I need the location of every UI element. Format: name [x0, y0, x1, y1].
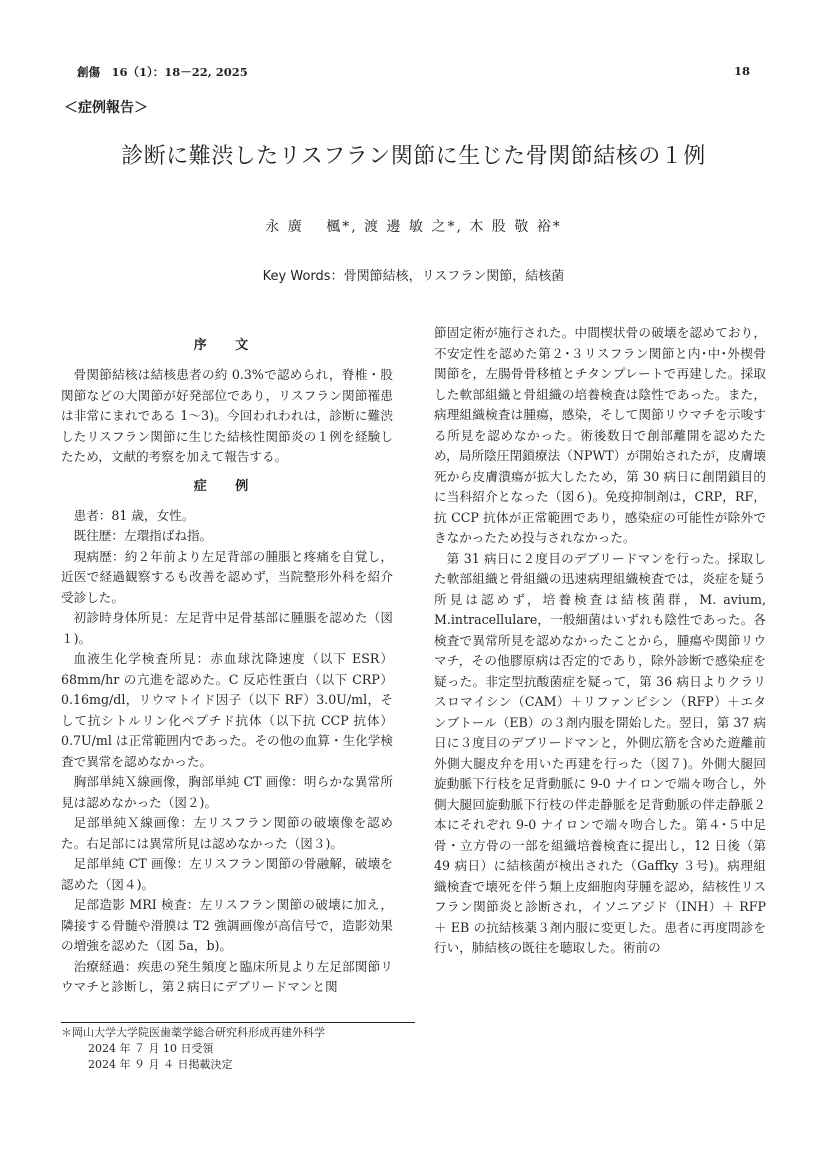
case-paragraph: 胸部単純Ｘ線画像，胸部単純 CT 画像：明らかな異常所見は認めなかった（図２)。 [61, 774, 393, 810]
keywords [0, 265, 827, 284]
case-paragraph: 足部造影 MRI 検査：左リスフラン関節の破壊に加え，隣接する骨髄や滑膜は T2 強調画像が高信号で，造影効果の増強を認めた（図 5a，b)。 [61, 897, 393, 953]
footnote-divider [61, 1022, 415, 1023]
right-column [434, 323, 766, 959]
case-paragraph-continued: 節固定術が施行された。中間楔状骨の破壊を認めており，不安定性を認めた第２･３リスフラン関節と内･中･外楔骨関節を，左腸骨骨移植とチタンプレートで再建した。採取した軟部組織と骨組織の培養検査は陰性であった。また，病理組織検査は腫瘍，感染，そして関節リウマチを示唆する所見を認めなかった。術後数日で創部離開を認めたため，局所陰圧閉鎖療法（NPWT）が開始されたが，皮膚壊死から皮膚潰瘍が拡大したため，第 30 病日に創閉鎖目的に当科紹介となった（図６)。免疫抑制剤は，CRP，RF，抗 CCP 抗体が正常範囲であり，感染症の可能性が除外できなかったため投与されなかった。 [434, 325, 766, 545]
running-head [77, 64, 750, 82]
left-column [61, 325, 393, 998]
case-paragraph: 血液生化学検査所見：赤血球沈降速度（以下 ESR）68mm/hr の亢進を認めた。C 反応性蛋白（以下 CRP）0.16mg/dl，リウマトイド因子（以下 RF）3.0U/ml，そして抗シトルリン化ペプチド抗体（以下抗 CCP 抗体）0.7U/ml は正常範囲内であった。その他の血算・生化学検査で異常を認めなかった。 [61, 651, 393, 769]
heading-case: 症 例 [193, 478, 261, 494]
case-paragraph: 治療経過：疾患の発生頻度と臨床所見より左足部関節リウマチと診断し，第２病日にデブリードマンと関 [61, 958, 393, 994]
journal-citation: 創傷 16（1）：18－22, 2025 [77, 65, 248, 79]
article-type-tag: ＜症例報告＞ [64, 100, 148, 116]
footnotes [61, 1025, 325, 1073]
page-number: 18 [733, 64, 750, 78]
affiliation: ＊岡山大学大学院医歯薬学総合研究科形成再建外科学 [61, 1026, 325, 1039]
heading-introduction: 序 文 [193, 338, 261, 353]
keywords-label: Key Words [262, 269, 331, 284]
case-paragraph: 患者：81 歳，女性。 [73, 507, 195, 523]
case-paragraph: 足部単純 CT 画像：左リスフラン関節の骨融解，破壊を認めた（図４)。 [61, 856, 393, 892]
case-paragraph: 初診時身体所見：左足背中足骨基部に腫脹を認めた（図１)。 [61, 610, 393, 646]
case-paragraph: 第 31 病日に２度目のデブリードマンを行った。採取した軟部組織と骨組織の迅速病理組織検査では，炎症を疑う所見は認めず，培養検査は結核菌群，M. avium, M.intracellulare，一般細菌はいずれも陰性であった。各検査で異常所見を認めなかったことから，腫瘍や関節リウマチ，その他膠原病は否定的であり，除外診断で感染症を疑った。非定型抗酸菌症を疑って，第 36 病日よりクラリスロマイシン（CAM）＋リファンピシン（RFP）＋エタンブトール（EB）の３剤内服を開始した。翌日，第 37 病日に３度目のデブリードマンと，外側広筋を含めた遊離前外側大腿皮弁を用いた再建を行った（図７)。外側大腿回旋動脈下行枝を足背動脈に 9-0 ナイロンで端々吻合し，外側大腿回旋動脈下行枝の伴走静脈を足背動脈の伴走静脈２本にそれぞれ 9-0 ナイロンで端々吻合した。第４･５中足骨・立方骨の一部を組織培養検査に提出し，12 日後（第 49 病日）に結核菌が検出された（Gaffky ３号)。病理組織検査で壊死を伴う類上皮細胞肉芽腫を認め，結核性リスフラン関節炎と診断され，イソニアジド（INH）＋ RFP ＋ EB の抗結核薬３剤内服に変更した。患者に再度問診を行い，肺結核の既往を聴取した。術前の [434, 550, 766, 955]
author-list: 永 廣 楓*, 渡 邊 敏 之*, 木 股 敬 裕* [265, 219, 562, 235]
case-paragraph: 足部単純Ｘ線画像：左リスフラン関節の破壊像を認めた。右足部には異常所見は認めなかった（図３)。 [61, 815, 393, 851]
case-paragraph: 現病歴：約２年前より左足背部の腫脹と疼痛を自覚し，近医で経過観察するも改善を認めず，当院整形外科を紹介受診した。 [61, 548, 393, 605]
intro-paragraph: 骨関節結核は結核患者の約 0.3%で認められ，脊椎・股関節などの大関節が好発部位であり，リスフラン関節罹患は非常にまれである 1～3)。今回われわれは，診断に難渋したリスフラン関節に生じた結核性関節炎の１例を経験したため，文献的考察を加えて報告する。 [61, 367, 393, 464]
case-paragraph: 既往歴：左環指ばね指。 [73, 528, 213, 543]
accepted-date: 2024 年 ９ 月 ４ 日掲載決定 [88, 1058, 233, 1071]
keywords-text: ：骨関節結核，リスフラン関節，結核菌 [330, 269, 565, 284]
article-title: 診断に難渋したリスフラン関節に生じた骨関節結核の１例 [121, 144, 706, 169]
received-date: 2024 年 ７ 月 10 日受領 [88, 1042, 214, 1055]
